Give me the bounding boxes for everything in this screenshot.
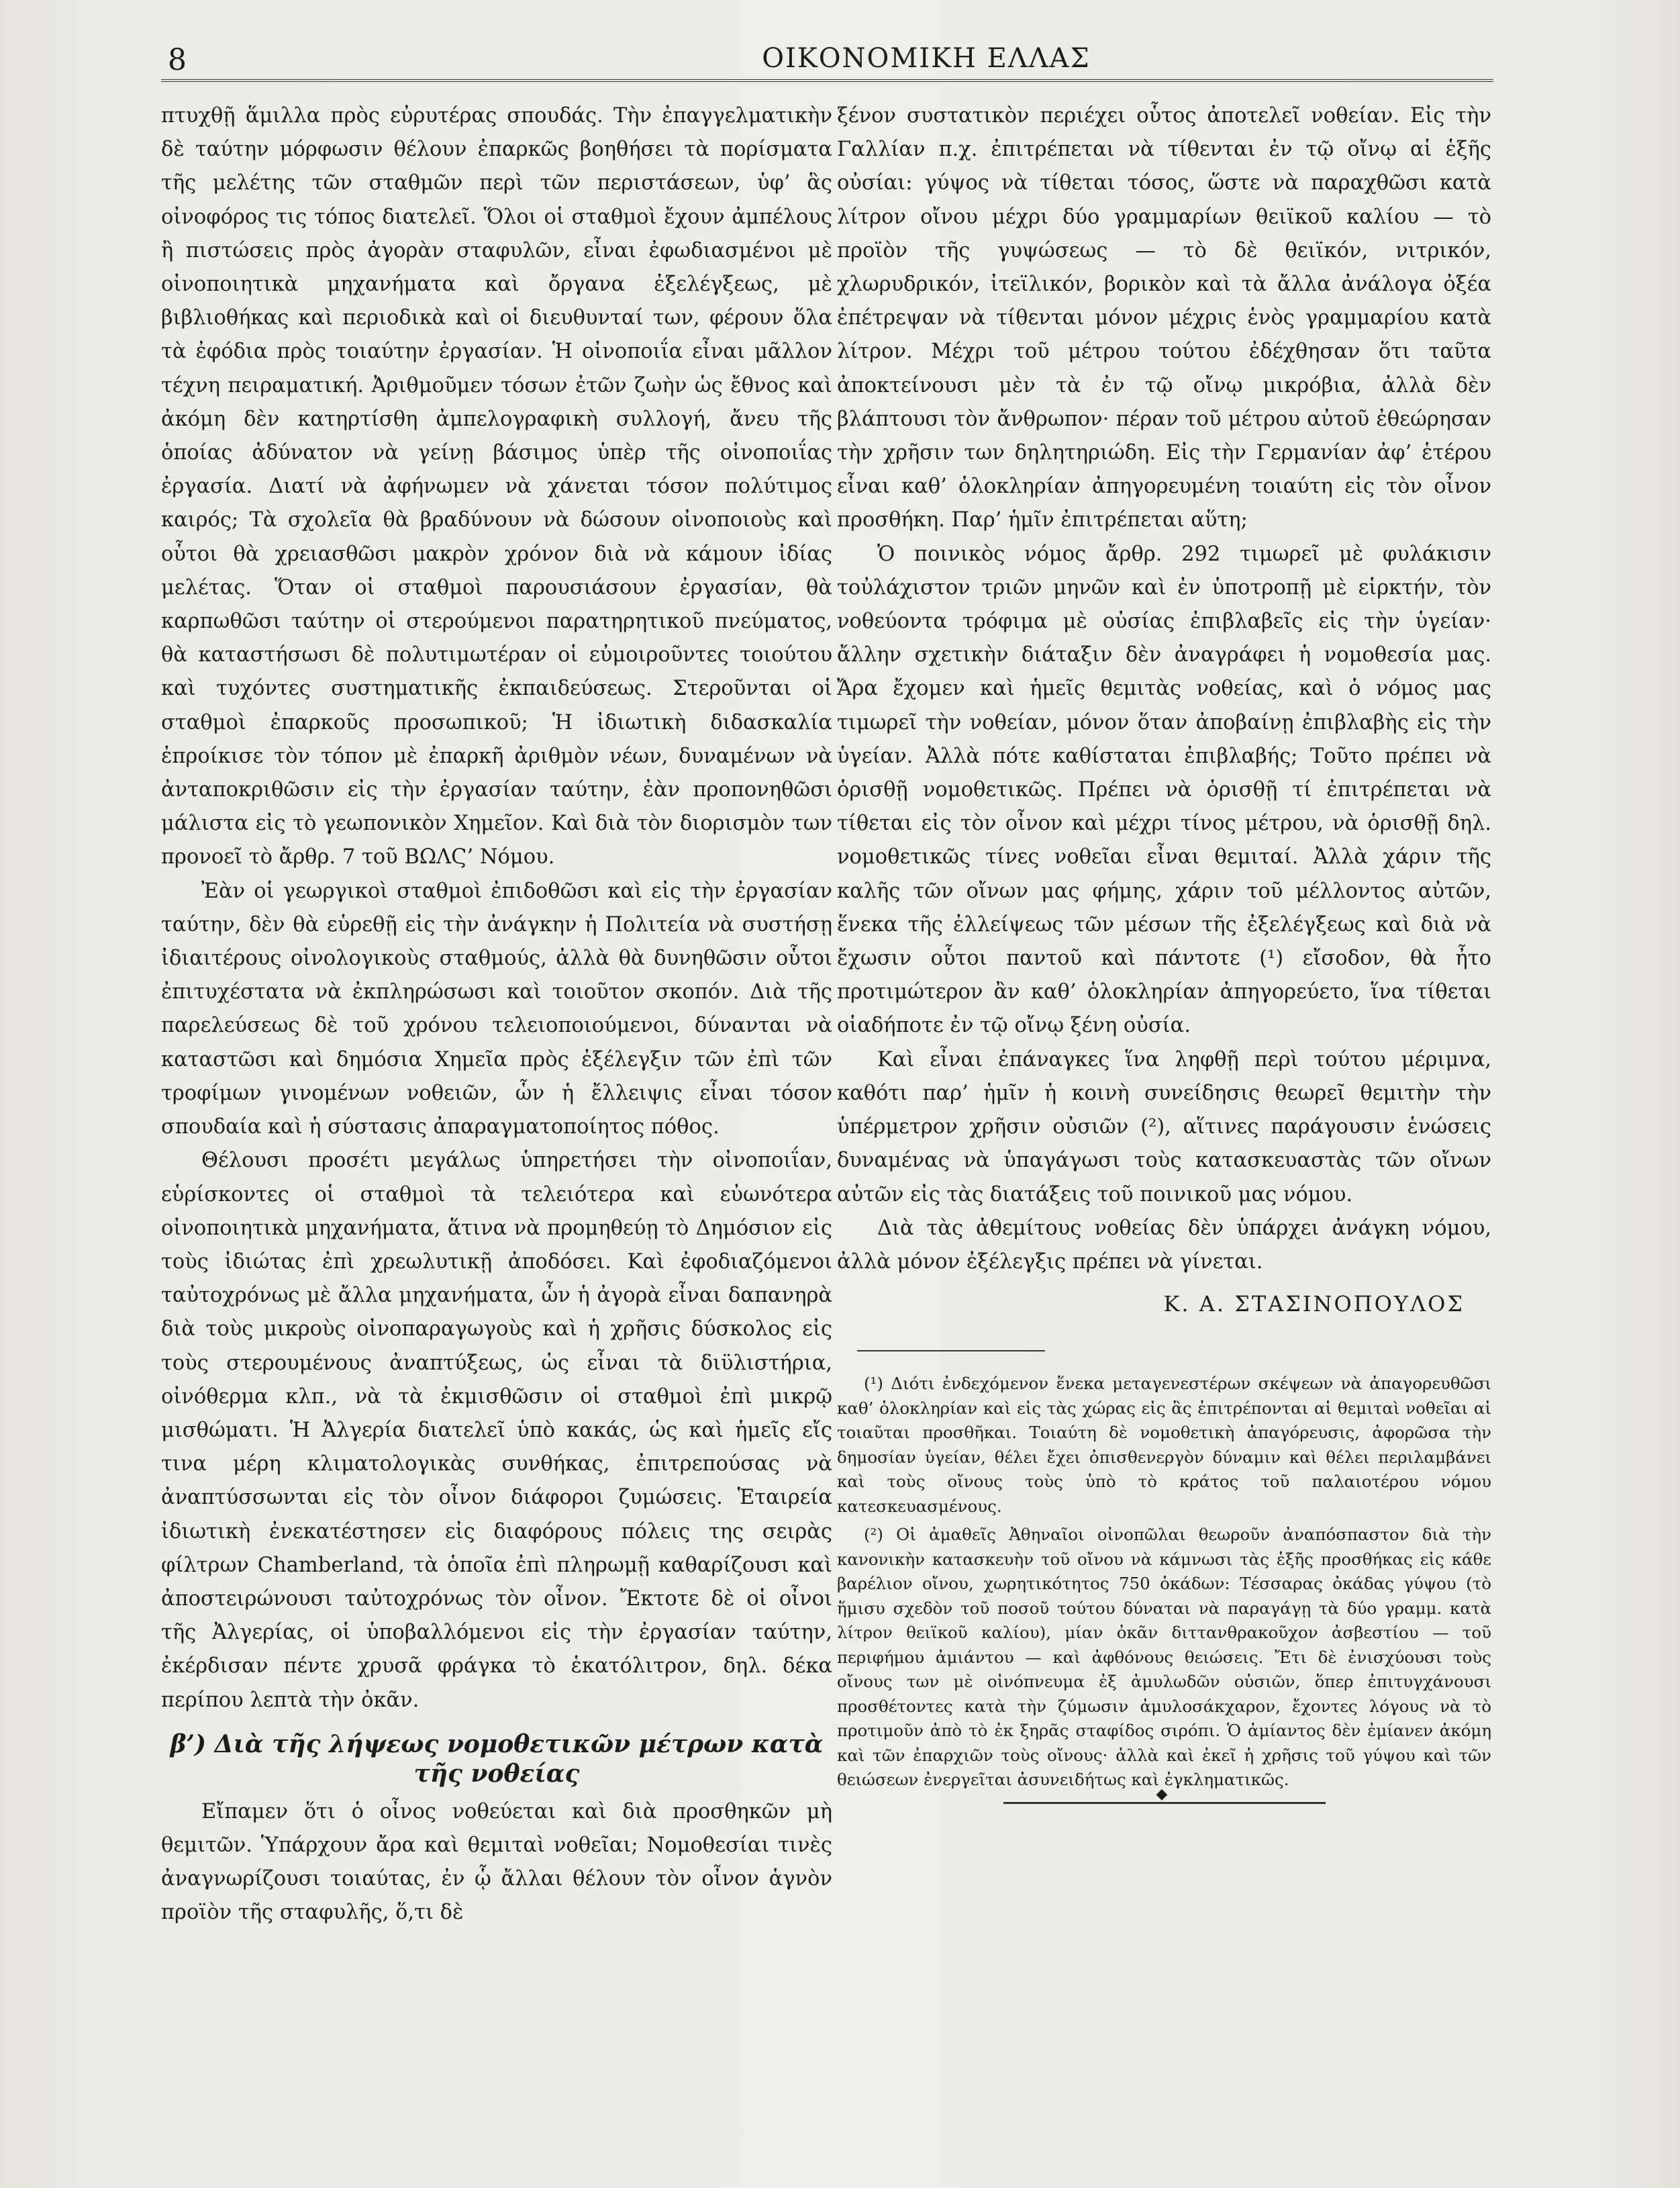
header-rule	[161, 79, 1493, 82]
left-paragraph-1: πτυχθῇ ἅμιλλα πρὸς εὐρυτέρας σπουδάς. Τὴν ἐπαγγελματικὴν δὲ ταύτην μόρφωσιν θέλουν ἐπαρκῶς βοηθήσει τὰ πορίσματα τῆς μελέτης τῶν σταθμῶν περὶ τῶν περιστάσεων, ὑφ’ ἃς οἰνοφόρος τις τόπος διατελεῖ. Ὅλοι οἱ σταθμοὶ ἔχουν ἀμπέλους ἢ πιστώσεις πρὸς ἀγορὰν σταφυλῶν, εἶναι ἐφωδιασμένοι μὲ οἰνοποιητικὰ μηχανήματα καὶ ὄργανα ἐξελέγξεως, μὲ βιβλιοθήκας καὶ περιοδικὰ καὶ οἱ διευθυνταί των, φέρουν ὅλα τὰ ἐφόδια πρὸς τοιαύτην ἐργασίαν. Ἡ οἰνοποιΐα εἶναι μᾶλλον τέχνη πειραματική. Ἀριθμοῦμεν τόσων ἐτῶν ζωὴν ὡς ἔθνος καὶ ἀκόμη δὲν κατηρτίσθη ἀμπελογραφικὴ συλλογή, ἄνευ τῆς ὁποίας ἀδύνατον νὰ γείνῃ βάσιμος ὑπὲρ τῆς οἰνοποιΐας ἐργασία. Διατί νὰ ἀφήνωμεν νὰ χάνεται τόσον πολύτιμος καιρός; Τὰ σχολεῖα θὰ βραδύνουν νὰ δώσουν οἰνοποιοὺς καὶ οὗτοι θὰ χρειασθῶσι μακρὸν χρόνον διὰ νὰ κάμουν ἰδίας μελέτας. Ὅταν οἱ σταθμοὶ παρουσιάσουν ἐργασίαν, θὰ καρπωθῶσι ταύτην οἱ στερούμενοι παρατηρητικοῦ πνεύματος, θὰ καταστήσωσι δὲ πολυτιμωτέραν οἱ εὐμοιροῦντες τοιούτου καὶ τυχόντες συστηματικῆς ἐκπαιδεύσεως. Στεροῦνται οἱ σταθμοὶ ἐπαρκοῦς προσωπικοῦ; Ἡ ἰδιωτικὴ διδασκαλία ἐπροίκισε τὸν τόπον μὲ ἐπαρκῆ ἀριθμὸν νέων, δυναμένων νὰ ἀνταποκριθῶσιν εἰς τὴν ἐργασίαν ταύτην, ἐὰν προπονηθῶσι μάλιστα εἰς τὸ γεωπονικὸν Χημεῖον. Καὶ διὰ τὸν διορισμὸν των προνοεῖ τὸ ἄρθρ. 7 τοῦ ΒΩΛϚ’ Νόμου.	[161, 104, 832, 869]
left-paragraph-2: Ἐὰν οἱ γεωργικοὶ σταθμοὶ ἐπιδοθῶσι καὶ εἰς τὴν ἐργασίαν ταύτην, δὲν θὰ εὑρεθῇ εἰς τὴν ἀνάγκην ἡ Πολιτεία νὰ συστήσῃ ἰδιαιτέρους οἰνολογικοὺς σταθμούς, ἀλλὰ θὰ δυνηθῶσιν οὗτοι ἐπιτυχέστατα νὰ ἐκπληρώσωσι καὶ τοιοῦτον σκοπόν. Διὰ τῆς παρελεύσεως δὲ τοῦ χρόνου τελειοποιούμενοι, δύνανται νὰ καταστῶσι καὶ δημόσια Χημεῖα πρὸς ἐξέλεγξιν τῶν ἐπὶ τῶν τροφίμων γινομένων νοθειῶν, ὧν ἡ ἔλλειψις εἶναι τόσον σπουδαία καὶ ἡ σύστασις ἀπαραγματοποίητος πόθος.	[161, 879, 832, 1139]
right-paragraph-3: Καὶ εἶναι ἐπάναγκες ἵνα ληφθῇ περὶ τούτου μέριμνα, καθότι παρ’ ἡμῖν ἡ κοινὴ συνείδησις θεωρεῖ θεμιτὴν τὴν ὑπέρμετρον χρῆσιν οὐσιῶν (²), αἵτινες παράγουσιν ἑνώσεις δυναμένας νὰ ὑπαγάγωσι τοὺς κατασκευαστὰς τῶν οἴνων αὐτῶν εἰς τὰς διατάξεις τοῦ ποινικοῦ μας νόμου.	[837, 1047, 1491, 1206]
author-signature: Κ. Α. ΣΤΑΣΙΝΟΠΟΥΛΟΣ	[1163, 1291, 1465, 1317]
left-paragraph-3: Θέλουσι προσέτι μεγάλως ὑπηρετήσει τὴν οἰνοποιΐαν, εὑρίσκοντες οἱ σταθμοὶ τὰ τελειότερα καὶ εὐωνότερα οἰνοποιητικὰ μηχανήματα, ἅτινα νὰ προμηθεύῃ τὸ Δημόσιον εἰς τοὺς ἰδιώτας ἐπὶ χρεωλυτικῇ ἀποδόσει. Καὶ ἐφοδιαζόμενοι ταὐτοχρόνως μὲ ἄλλα μηχανήματα, ὧν ἡ ἀγορὰ εἶναι δαπανηρὰ διὰ τοὺς μικροὺς οἰνοπαραγωγοὺς καὶ ἡ χρῆσις δύσκολος εἰς τοὺς στερουμένους ἀναπτύξεως, ὡς εἶναι τὰ διϋλιστήρια, οἰνόθερμα κλπ., νὰ τὰ ἐκμισθῶσιν οἱ σταθμοὶ ἐπὶ μικρῷ μισθώματι. Ἡ Ἀλγερία διατελεῖ ὑπὸ κακάς, ὡς καὶ ἡμεῖς εἴς τινα μέρη κλιματολογικὰς συνθήκας, ἐπιτρεπούσας νὰ ἀναπτύσσωνται εἰς τὸν οἶνον διάφοροι ζυμώσεις. Ἑταιρεία ἰδιωτικὴ ἐνεκατέστησεν εἰς διαφόρους πόλεις της σειρὰς φίλτρων Chamberland, τὰ ὁποῖα ἐπὶ πληρωμῇ καθαρίζουσι καὶ ἀποστειρώνουσι ταὐτοχρόνως τὸν οἶνον. Ἔκτοτε δὲ οἱ οἶνοι τῆς Ἀλγερίας, οἱ ὑποβαλλόμενοι εἰς τὴν ἐργασίαν ταύτην, ἐκέρδισαν πέντε χρυσᾶ φράγκα τὸ ἑκατόλιτρον, δηλ. δέκα περίπου λεπτὰ τὴν ὀκᾶν.	[161, 1149, 832, 1712]
page-header	[161, 35, 1503, 82]
left-column	[161, 99, 832, 1930]
page-number: 8	[168, 43, 187, 77]
footnotes	[837, 1372, 1491, 1793]
footnote-1: (¹) Διότι ἐνδεχόμενον ἕνεκα μεταγενεστέρων σκέψεων νὰ ἀπαγορευθῶσι καθ’ ὁλοκληρίαν καὶ εἰς τὰς χώρας εἰς ἃς ἐπιτρέπονται αἱ θεμιταὶ νοθεῖαι αἱ τοιαῦται προσθῆκαι. Τοιαύτη δὲ νομοθετικὴ ἀπαγόρευσις, ἀφορῶσα τὴν δημοσίαν ὑγείαν, θέλει ἔχει ὀπισθενεργὸν δύναμιν καὶ θέλει περιλαμβάνει καὶ τοὺς οἴνους τοὺς ὑπὸ τὸ κράτος τοῦ παλαιοτέρου νόμου κατεσκευασμένους.	[837, 1374, 1491, 1516]
right-column	[837, 99, 1491, 1804]
footnote-rule	[857, 1350, 1045, 1351]
running-title: ΟΙΚΟΝΟΜΙΚΗ ΕΛΛΑΣ	[762, 43, 1091, 74]
section-heading: β’) Διὰ τῆς λήψεως νομοθετικῶν μέτρων κατὰ τῆς νοθείας	[170, 1729, 824, 1788]
end-ornament: ◆	[1003, 1802, 1326, 1804]
right-paragraph-1: ξένον συστατικὸν περιέχει οὗτος ἀποτελεῖ νοθείαν. Εἰς τὴν Γαλλίαν π.χ. ἐπιτρέπεται νὰ τίθενται ἐν τῷ οἴνῳ αἱ ἑξῆς οὐσίαι: γύψος νὰ τίθεται τόσος, ὥστε νὰ παραχθῶσι κατὰ λίτρον οἴνου μέχρι δύο γραμμαρίων θειϊκοῦ καλίου — τὸ προϊὸν τῆς γυψώσεως — τὸ δὲ θειϊκόν, νιτρικόν, χλωρυδρικόν, ἰτεϊλικόν, βορικὸν καὶ τὰ ἄλλα ἀνάλογα ὀξέα ἐπέτρεψαν νὰ τίθενται μόνον μέχρις ἑνὸς γραμμαρίου κατὰ λίτρον. Μέχρι τοῦ μέτρου τούτου ἐδέχθησαν ὅτι ταῦτα ἀποκτείνουσι μὲν τὰ ἐν τῷ οἴνῳ μικρόβια, ἀλλὰ δὲν βλάπτουσι τὸν ἄνθρωπον· πέραν τοῦ μέτρου αὐτοῦ ἐθεώρησαν τὴν χρῆσιν των δηλητηριώδη. Εἰς τὴν Γερμανίαν ἀφ’ ἑτέρου εἶναι καθ’ ὁλοκληρίαν ἀπηγορευμένη τοιαύτη εἰς τὸν οἶνον προσθήκη. Παρ’ ἡμῖν ἐπιτρέπεται αὕτη;	[837, 104, 1491, 532]
footnote-2: (²) Οἱ ἀμαθεῖς Ἀθηναῖοι οἰνοπῶλαι θεωροῦν ἀναπόσπαστον διὰ τὴν κανονικὴν κατασκευὴν τοῦ οἴνου νὰ κάμνωσι τὰς ἑξῆς προσθήκας εἰς κάθε βαρέλιον οἴνου, χωρητικότητος 750 ὀκάδων: Τέσσαρας ὀκάδας γύψου (τὸ ἥμισυ σχεδὸν τοῦ ποσοῦ τούτου δύναται νὰ παραγάγῃ τὰ δύο γραμμ. κατὰ λίτρον θειϊκοῦ καλίου), μίαν ὀκᾶν διττανθρακοῦχον ἀσβεστίου — τοῦ περιφήμου ἀμιάντου — καὶ ἀφθόνους θειώσεις. Ἔτι δὲ ἐνισχύουσι τοὺς οἴνους των μὲ οἰνόπνευμα ἐξ ἀμυλωδῶν οὐσιῶν, ὅπερ ἐπιτυγχάνουσι προσθέτοντες κατὰ τὴν ζύμωσιν ἀμυλοσάκχαρον, ἔχοντες λόγους νὰ τὸ προτιμοῦν ἀπὸ τὸ ἐκ ξηρᾶς σταφίδος σιρόπι. Ὁ ἀμίαντος δὲν ἐμίανεν ἀκόμη καὶ τῶν ἐπαρχιῶν τοὺς οἴνους· ἀλλὰ καὶ ἐκεῖ ἡ χρῆσις τοῦ γύψου καὶ τῶν θειώσεων ἐνεργεῖται ἀσυνειδήτως καὶ ἐγκληματικῶς.	[837, 1525, 1491, 1790]
right-paragraph-4: Διὰ τὰς ἀθεμίτους νοθείας δὲν ὑπάρχει ἀνάγκη νόμου, ἀλλὰ μόνον ἐξέλεγξις πρέπει νὰ γίνεται.	[837, 1216, 1491, 1274]
right-paragraph-2: Ὁ ποινικὸς νόμος ἄρθρ. 292 τιμωρεῖ μὲ φυλάκισιν τοὐλάχιστον τριῶν μηνῶν καὶ ἐν ὑποτροπῇ μὲ εἱρκτήν, τὸν νοθεύοντα τρόφιμα μὲ οὐσίας ἐπιβλαβεῖς εἰς τὴν ὑγείαν· ἄλλην σχετικὴν διάταξιν δὲν ἀναγράφει ἡ νομοθεσία μας. Ἄρα ἔχομεν καὶ ἡμεῖς θεμιτὰς νοθείας, καὶ ὁ νόμος μας τιμωρεῖ τὴν νοθείαν, μόνον ὅταν ἀποβαίνῃ ἐπιβλαβὴς εἰς τὴν ὑγείαν. Ἀλλὰ πότε καθίσταται ἐπιβλαβής; Τοῦτο πρέπει νὰ ὁρισθῇ νομοθετικῶς. Πρέπει νὰ ὁρισθῇ τί ἐπιτρέπεται νὰ τίθεται εἰς τὸν οἶνον καὶ μέχρι τίνος μέτρου, νὰ ὁρισθῇ δηλ. νομοθετικῶς τίνες νοθεῖαι εἶναι θεμιταί. Ἀλλὰ χάριν τῆς καλῆς τῶν οἴνων μας φήμης, χάριν τοῦ μέλλοντος αὐτῶν, ἕνεκα τῆς ἐλλείψεως τῶν μέσων τῆς ἐξελέγξεως καὶ διὰ νὰ ἔχωσιν οὗτοι παντοῦ καὶ πάντοτε (¹) εἴσοδον, θὰ ἦτο προτιμώτερον ἂν καθ’ ὁλοκληρίαν ἀπηγορεύετο, ἵνα τίθεται οἱαδήποτε ἐν τῷ οἴνῳ ξένη οὐσία.	[837, 542, 1491, 1038]
left-paragraph-4: Εἴπαμεν ὅτι ὁ οἶνος νοθεύεται καὶ διὰ προσθηκῶν μὴ θεμιτῶν. Ὑπάρχουν ἄρα καὶ θεμιταὶ νοθεῖαι; Νομοθεσίαι τινὲς ἀναγνωρίζουσι τοιαύτας, ἐν ᾧ ἄλλαι θέλουν τὸν οἶνον ἁγνὸν προϊὸν τῆς σταφυλῆς, ὅ,τι δὲ	[161, 1799, 832, 1925]
